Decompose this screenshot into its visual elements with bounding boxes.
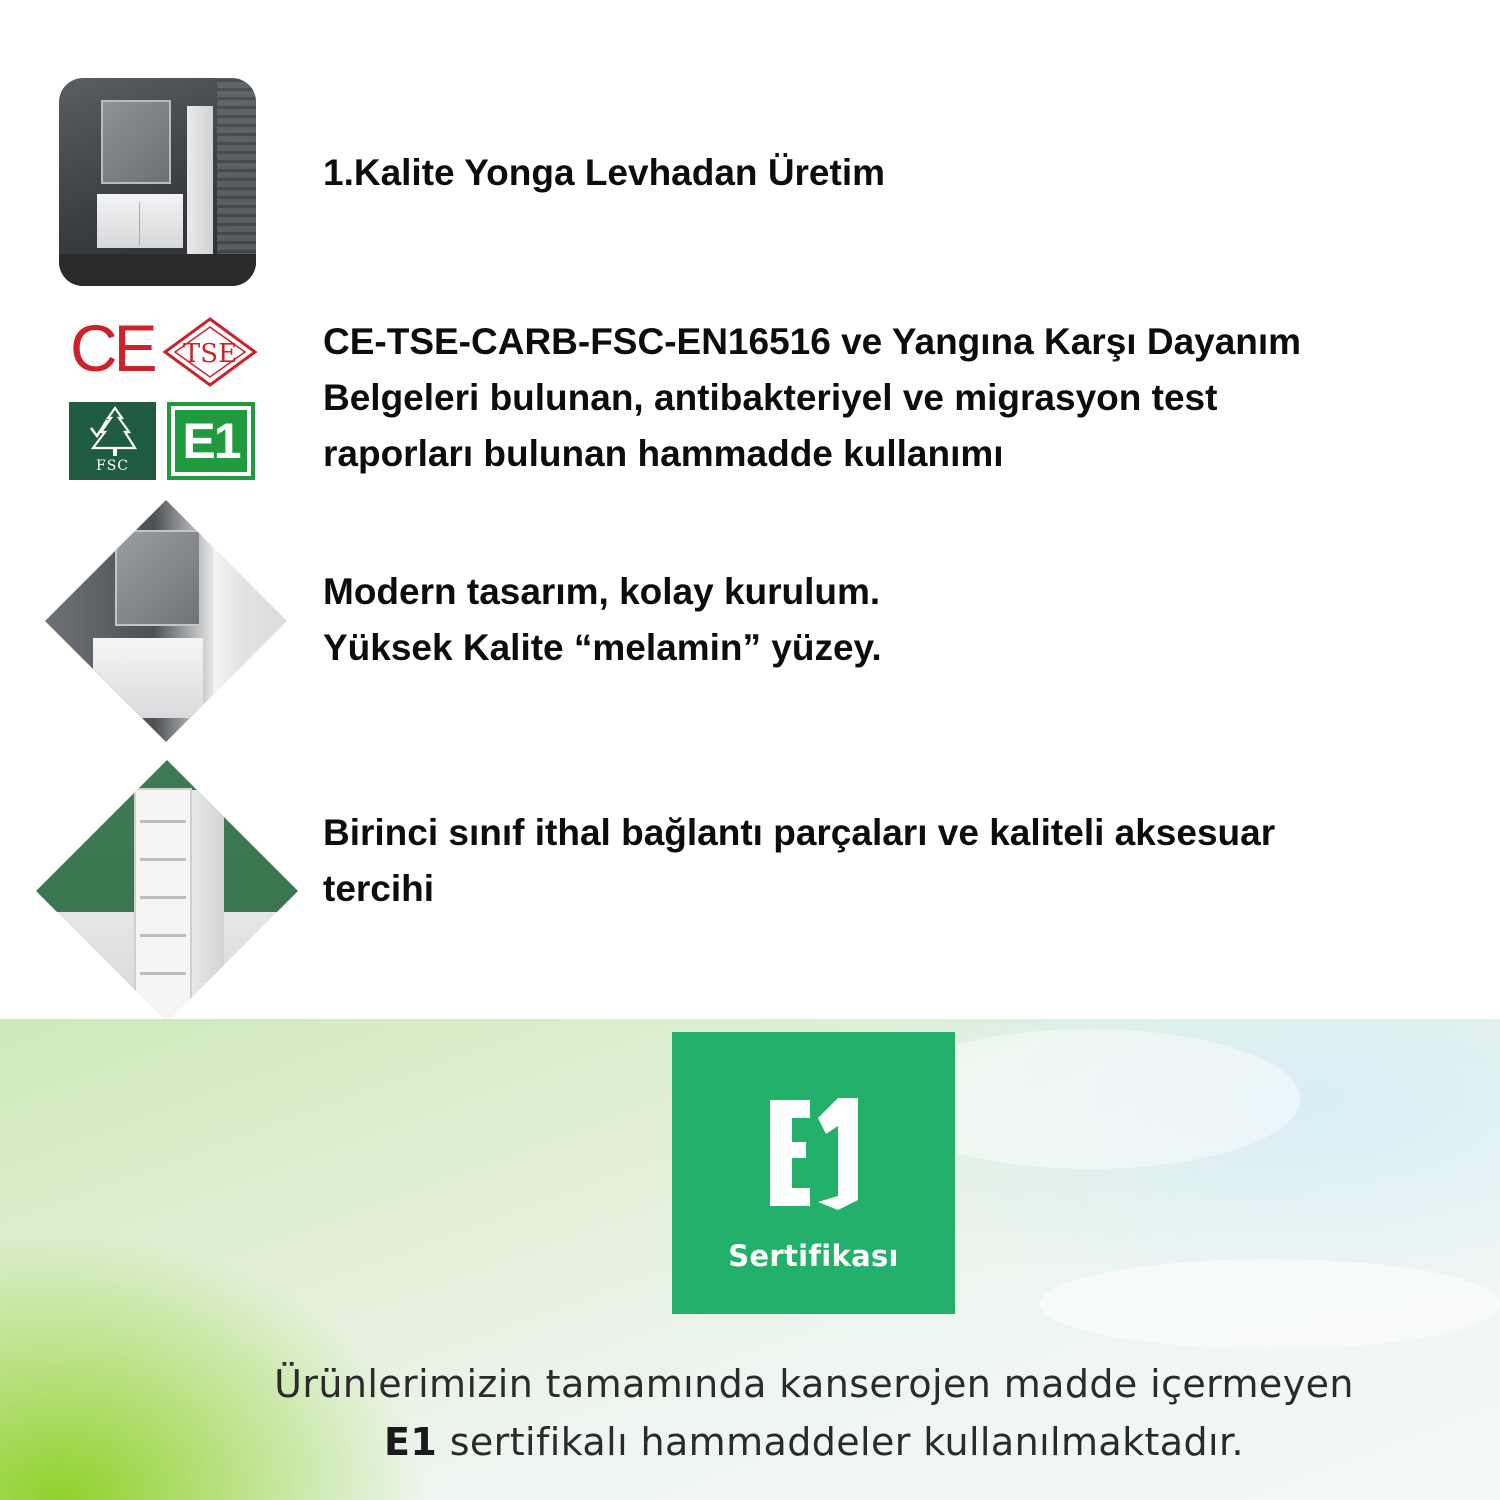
tse-logo [162,316,258,388]
feature-2-text [323,314,1443,482]
feature-1-text [323,145,1443,201]
e1-logo-small [167,402,255,480]
certificate-label: Sertifikası [728,1239,899,1273]
tall-cabinet-diamond-image [36,760,298,1022]
feature-4-text [323,805,1443,917]
tall-cabinet [213,540,247,730]
tse-logo-text: TSE [182,339,238,369]
banner-line-2-bold: E1 [384,1420,438,1464]
feature-3-line-2: Yüksek Kalite “melamin” yüzey. [323,627,882,668]
banner-description [0,1355,1500,1471]
floor [59,254,256,286]
open-shelf-cabinet [134,788,192,1022]
feature-2-line-1: CE-TSE-CARB-FSC-EN16516 ve Yangına Karşı Dayanım [323,321,1302,362]
e1-certificate-banner [0,1019,1500,1500]
feature-3-text [323,564,1443,676]
fsc-logo [69,402,156,480]
e1-logo-icon [766,1092,866,1212]
fsc-tree-icon [69,402,156,462]
fsc-label: FSC [95,458,130,474]
feature-2-line-2: Belgeleri bulunan, antibakteriyel ve migrasyon test [323,377,1218,418]
mirror-cabinet [101,100,171,184]
feature-4-line-2: tercihi [323,868,435,909]
vanity-unit [97,194,183,248]
shelf [140,896,186,899]
e1-logo-small-text: E1 [175,410,247,472]
shelf [140,820,186,823]
banner-line-2 [0,1413,1500,1471]
bathroom-set-thumbnail [59,78,256,286]
shelf [140,858,186,861]
mirror-cabinet [115,530,201,626]
shelf [140,972,186,975]
tall-cabinet [187,106,213,266]
e1-certificate-card [672,1032,955,1314]
feature-1-line-1: 1.Kalite Yonga Levhadan Üretim [323,152,886,193]
cabinet-door [192,790,224,1020]
banner-line-2-rest: sertifikalı hammaddeler kullanılmaktadır. [437,1420,1244,1464]
feature-3-line-1: Modern tasarım, kolay kurulum. [323,571,881,612]
background-blur [1040,1259,1500,1349]
vanity-diamond-image [45,500,287,742]
banner-line-1: Ürünlerimizin tamamında kanserojen madde içermeyen [274,1362,1354,1406]
ce-mark-logo: CE [70,311,154,385]
vanity-unit [93,638,203,718]
feature-4-line-1: Birinci sınıf ithal bağlantı parçaları ve kaliteli aksesuar [323,812,1276,853]
shelf [140,934,186,937]
feature-2-line-3: raporları bulunan hammadde kullanımı [323,433,1004,474]
